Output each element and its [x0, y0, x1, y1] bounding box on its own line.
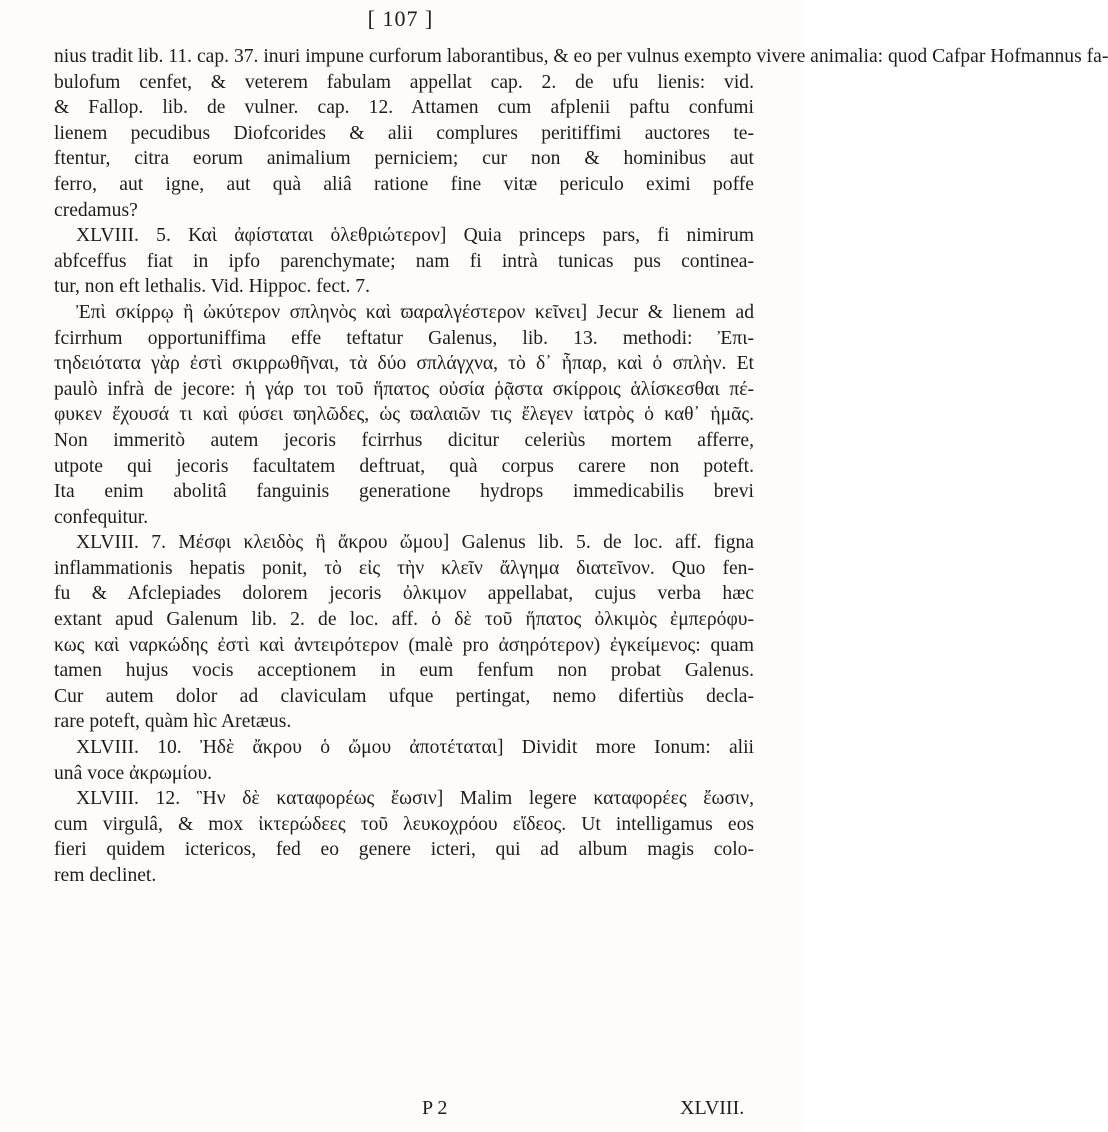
text-line: XLVIII. 10. Ἠδὲ ἄκρου ὁ ὤμου ἀποτέταται] Dividit more Ionum: alii [76, 737, 754, 759]
body-text [54, 44, 1108, 889]
text-line: confequitur. [54, 506, 149, 528]
text-line: κως καὶ ναρκώδης ἐστὶ καὶ ἀντειρότερον (malè pro ἀσηρότερον) ἐγκείμενος: quam [54, 634, 754, 656]
text-line: fieri quidem ictericos, fed eo genere icteri, qui ad album magis colo- [54, 839, 754, 861]
text-line: unâ voce ἀκρωμίου. [54, 762, 213, 784]
signature-mark: P 2 [422, 1097, 448, 1119]
text-line: lienem pecudibus Diofcorides & alii complures peritiffimi auctores te- [54, 122, 754, 144]
text-line: extant apud Galenum lib. 2. de loc. aff. ὁ δὲ τοῦ ἥπατος ὀλκιμὸς ἐμπερόφυ- [54, 609, 754, 631]
text-line: Ita enim abolitâ fanguinis generatione hydrops immedicabilis brevi [54, 481, 754, 503]
text-line: ferro, aut igne, aut quà aliâ ratione fine vitæ periculo eximi poffe [54, 173, 754, 195]
text-line: bulofum cenfet, & veterem fabulam appellat cap. 2. de ufu lienis: vid. [54, 71, 754, 93]
text-line: rare poteft, quàm hìc Aretæus. [54, 711, 292, 733]
text-line: paulò infrà de jecore: ἡ γάρ τοι τοῦ ἥπατος οὐσία ῥᾷστα σκίρροις ἁλίσκεσθαι πέ- [54, 378, 754, 400]
text-line: cum virgulâ, & mox ἰκτερώδεες τοῦ λευκοχρόου εἴδεος. Ut intelligamus eos [54, 813, 754, 835]
text-line: XLVIII. 12. Ἣν δὲ καταφορέως ἔωσιν] Malim legere καταφορέες ἔωσιν, [76, 788, 754, 810]
text-line: Non immeritò autem jecoris fcirrhus dicitur celeriùs mortem afferre, [54, 429, 754, 451]
text-line: rem declinet. [54, 865, 157, 886]
text-line: credamus? [54, 199, 138, 221]
text-line: fu & Afclepiades dolorem jecoris ὀλκιμον appellabat, cujus verba hæc [54, 583, 754, 605]
catchword: XLVIII. [680, 1097, 745, 1119]
text-line: τηδειότατα γὰρ ἐστὶ σκιρρωθῆναι, τὰ δύο σπλάγχνα, τὸ δ᾽ ἧπαρ, καὶ ὁ σπλὴν. Et [54, 353, 754, 375]
text-line: abfceffus fiat in ipfo parenchymate; nam fi intrà tunicas pus continea- [54, 250, 754, 272]
text-line: Ἐπὶ σκίρρῳ ἢ ὠκύτερον σπληνὸς καὶ ϖαραλγέστερον κεῖνει] Jecur & lienem ad [76, 301, 754, 323]
text-line: tamen hujus vocis acceptionem in eum fenfum non probat Galenus. [54, 660, 754, 682]
text-line: XLVIII. 5. Καὶ ἀφίσταται ὁλεθριώτερον] Quia princeps pars, fi nimirum [76, 225, 754, 247]
page-number: [ 107 ] [367, 6, 434, 31]
text-line: ftentur, citra eorum animalium perniciem; cur non & hominibus aut [54, 148, 754, 170]
text-line: utpote qui jecoris facultatem deftruat, quà corpus carere non poteft. [54, 455, 754, 477]
text-line: Cur autem dolor ad claviculam ufque pertingat, nemo difertiùs decla- [54, 685, 754, 707]
text-line: nius tradit lib. 11. cap. 37. inuri impune curforum laborantibus, & eo per vulnus exempto vivere animalia: quod Cafpar Hofmannus fa- [54, 46, 1108, 67]
text-line: inflammationis hepatis ponit, τὸ εἰς τὴν κλεῖν ἄλγημα διατεῖνον. Quo fen- [54, 557, 754, 579]
text-line: & Fallop. lib. de vulner. cap. 12. Attamen cum afplenii paftu confumi [54, 97, 754, 119]
text-line: fcirrhum opportuniffima effe teftatur Galenus, lib. 13. methodi: Ἐπι- [54, 327, 754, 349]
text-line: XLVIII. 7. Μέσφι κλειδὸς ἢ ἄκρου ὤμου] Galenus lib. 5. de loc. aff. figna [76, 532, 754, 554]
page-footer [0, 1097, 801, 1123]
text-line: φυκεν ἔχουσά τι καὶ φύσει ϖηλῶδες, ὡς ϖαλαιῶν τις ἔλεγεν ἰατρὸς ὁ καθ᾽ ἡμᾶς. [54, 404, 754, 426]
text-line: tur, non eft lethalis. Vid. Hippoc. fect. 7. [54, 276, 371, 298]
